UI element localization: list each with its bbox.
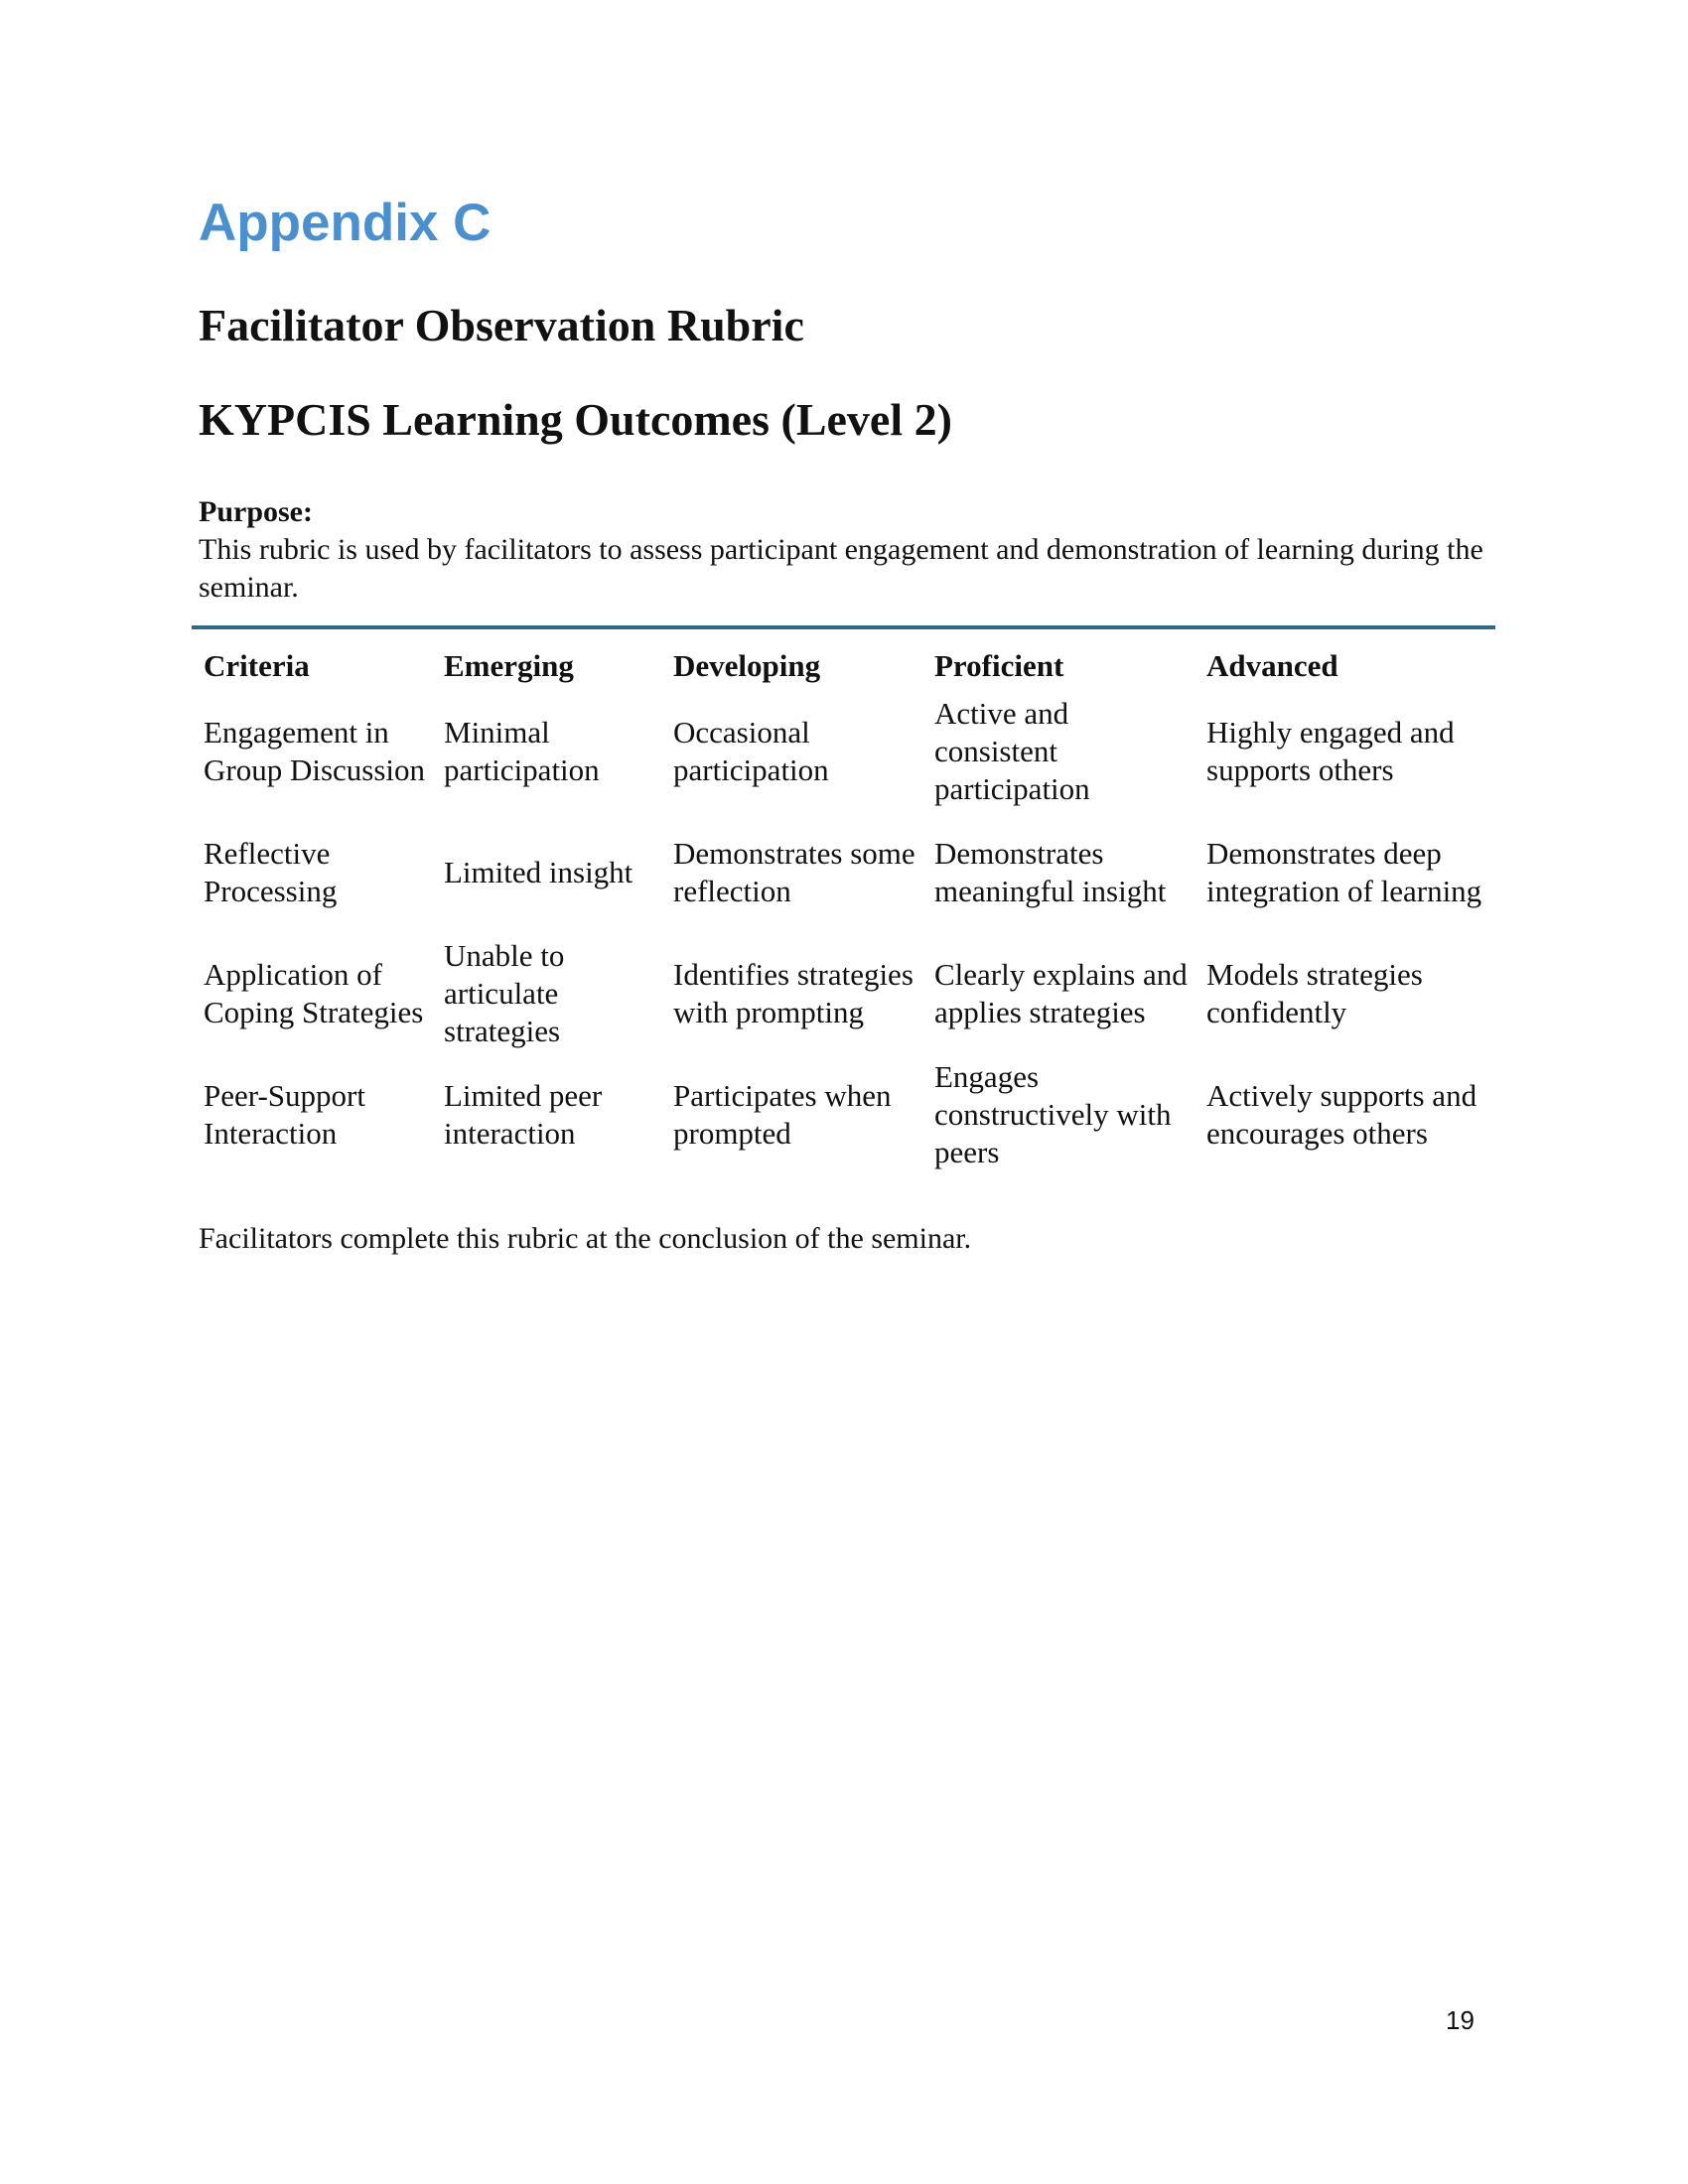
developing-cell: Participates when prompted [673, 1078, 892, 1151]
proficient-cell: Demonstrates meaningful insight [934, 836, 1167, 908]
page-number: 19 [1446, 2005, 1475, 2035]
appendix-title: Appendix C [199, 194, 492, 252]
header-emerging: Emerging [444, 648, 574, 683]
outcomes-title: KYPCIS Learning Outcomes (Level 2) [199, 394, 952, 445]
proficient-cell: Clearly explains and applies strategies [934, 957, 1188, 1029]
developing-cell: Demonstrates some reflection [673, 836, 915, 908]
advanced-cell: Highly engaged and supports others [1206, 715, 1455, 787]
advanced-cell: Demonstrates deep integration of learning [1206, 836, 1482, 908]
header-criteria: Criteria [204, 648, 310, 683]
purpose-label: Purpose: [199, 495, 313, 528]
closing-note: Facilitators complete this rubric at the conclusion of the seminar. [199, 1222, 972, 1255]
advanced-cell: Models strategies confidently [1206, 957, 1423, 1029]
criteria-cell: Peer-Support Interaction [204, 1078, 365, 1151]
developing-cell: Identifies strategies with prompting [673, 957, 914, 1029]
emerging-cell: Limited insight [444, 855, 633, 889]
table-row [192, 933, 1500, 1054]
table-row [192, 691, 1500, 812]
advanced-cell: Actively supports and encourages others [1206, 1078, 1477, 1151]
emerging-cell: Minimal participation [444, 715, 600, 787]
header-advanced: Advanced [1206, 648, 1338, 683]
proficient-cell: Active and consistent participation [934, 696, 1090, 806]
table-row [192, 812, 1500, 933]
proficient-cell: Engages constructively with peers [934, 1059, 1172, 1169]
criteria-cell: Engagement in Group Discussion [204, 715, 426, 787]
emerging-cell: Unable to articulate strategies [444, 938, 565, 1048]
header-developing: Developing [673, 648, 821, 683]
header-proficient: Proficient [934, 648, 1064, 683]
emerging-cell: Limited peer interaction [444, 1078, 603, 1151]
table-header-row [192, 647, 1500, 691]
purpose-text: This rubric is used by facilitators to assess participant engagement and demonstration of learning during the seminar. [199, 533, 1483, 604]
criteria-cell: Application of Coping Strategies [204, 957, 424, 1029]
table-row [192, 1054, 1500, 1175]
developing-cell: Occasional participation [673, 715, 829, 787]
criteria-cell: Reflective Processing [204, 836, 338, 908]
rubric-table [192, 647, 1500, 1175]
rubric-title: Facilitator Observation Rubric [199, 300, 804, 350]
table-top-rule [192, 625, 1495, 629]
